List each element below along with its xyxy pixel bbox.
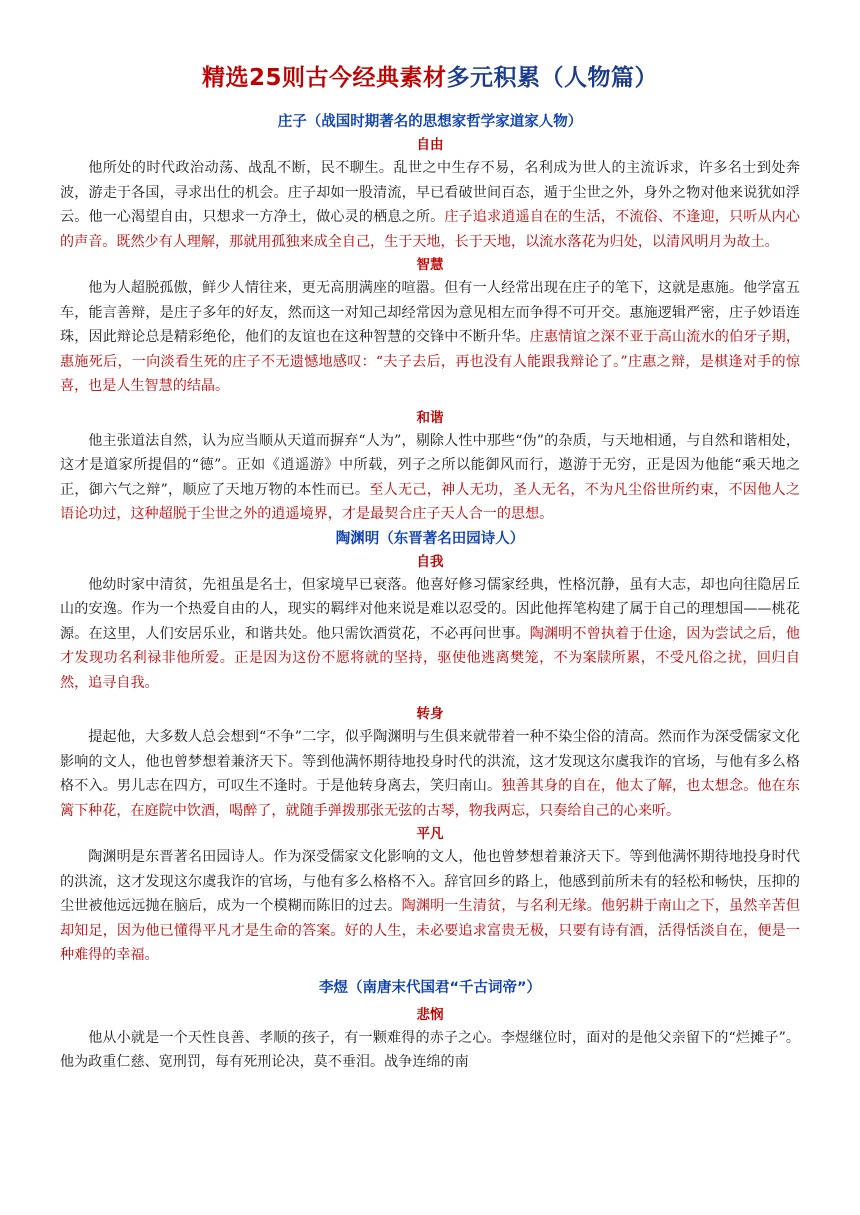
section-zhuangzi	[60, 110, 800, 527]
paragraph-highlight: 陶渊明不曾执着于仕途，因为尝试之后，他才发现功名利禄非他所爱。正是因为这份不愿将就的坚持，驱使他逃离樊笼，不为案牍所累，不受凡俗之扰，回归自然，追寻自我。	[60, 625, 800, 691]
title-part-2: 多元积累（人物篇）	[446, 65, 658, 91]
paragraph-highlight: 庄子追求逍遥自在的生活，不流俗、不逢迎，只听从内心的声音。既然少有人理解，那就用孤独来成全自己，生于天地，长于天地，以流水落花为归处，以清风明月为故土。	[60, 209, 801, 250]
paragraph-highlight: 独善其身的自在，他太了解，也太想念。他在东篱下种花，在庭院中饮酒，喝醉了，就随手弹拨那张无弦的古琴，物我两忘，只奏给自己的心来听。	[60, 778, 800, 819]
theme-heading: 智慧	[416, 257, 444, 273]
paragraph-text: 他幼时家中清贫，先祖虽是名士，但家境早已衰落。他喜好修习儒家经典，性格沉静，虽有大志，却也向往隐居丘山的安逸。作为一个热爱自由的人，现实的羁绊对他来说是难以忍受的。因此他挥笔构建了属于自己的理想国——桃花源。在这里，人们安居乐业，和谐共处。他只需饮酒赏花，不必再问世事。	[60, 576, 800, 642]
document-page	[60, 58, 800, 1075]
title-part-1: 精选25则古今经典素材	[201, 65, 447, 91]
page-title	[60, 58, 800, 98]
paragraph	[60, 573, 800, 696]
section-li-yu	[60, 968, 800, 1075]
person-heading: 陶渊明（东晋著名田园诗人）	[335, 530, 525, 547]
paragraph-highlight: 至人无己，神人无功，圣人无名，不为凡尘俗世所约束，不因他人之语论功过，这种超脱于尘世之外的逍遥境界，才是最契合庄子天人合一的思想。	[60, 481, 800, 522]
paragraph-text: 陶渊明是东晋著名田园诗人。作为深受儒家文化影响的文人，他也曾梦想着兼济天下。等到他满怀期待地投身时代的洪流，这才发现这尔虞我诈的官场，与他有多么格格不入。辞官回乡的路上，他感到前所未有的轻松和畅快，压抑的尘世被他远远抛在脑后，成为一个模糊而陈旧的过去。	[60, 849, 800, 914]
theme-heading: 自我	[416, 553, 444, 570]
theme-heading: 平凡	[416, 826, 444, 842]
paragraph-text: 他所处的时代政治动荡、战乱不断，民不聊生。乱世之中生存不易，名利成为世人的主流诉求，许多名士到处奔波，游走于各国，寻求出仕的机会。庄子却如一股清流，早已看破世间百态，遁于尘世之外，身外之物对他来说犹如浮云。他一心渴望自由，只想求一方净土，做心灵的栖息之所。	[60, 160, 800, 225]
theme-heading: 转身	[416, 706, 444, 722]
section-tao-yuanming	[60, 527, 800, 968]
theme-heading: 自由	[416, 137, 444, 153]
theme-heading: 悲悯	[416, 1006, 444, 1023]
paragraph	[60, 429, 800, 527]
paragraph-text: 他为人超脱孤傲，鲜少人情往来，更无高朋满座的喧嚣。但有一人经常出现在庄子的笔下，这就是惠施。他学富五车，能言善辩，是庄子多年的好友，然而这一对知己却经常因为意见相左而争得不可开交。惠施逻辑严密，庄子妙语连珠，因此辩论总是精彩绝伦，他们的友谊也在这种智慧的交锋中不断升华。	[60, 280, 800, 345]
paragraph	[60, 156, 800, 254]
paragraph	[60, 276, 800, 399]
paragraph-highlight: 陶渊明一生清贫，与名利无缘。他躬耕于南山之下，虽然辛苦但却知足，因为他已懂得平凡才是生命的答案。好的人生，未必要追求富贵无极，只要有诗有酒，活得恬淡自在，便是一种难得的幸福。	[60, 898, 801, 963]
paragraph	[60, 1026, 800, 1075]
paragraph-text: 他从小就是一个天性良善、孝顺的孩子，有一颗难得的赤子之心。李煜继位时，面对的是他父亲留下的“烂摊子”。他为政重仁慈、宽刑罚，每有死刑论决，莫不垂泪。战争连绵的南	[60, 1029, 800, 1070]
paragraph-highlight: 庄惠情谊之深不亚于高山流水的伯牙子期，惠施死后，一向淡看生死的庄子不无遗憾地感叹：“夫子去后，再也没有人能跟我辩论了。”庄惠之辩，是棋逢对手的惊喜，也是人生智慧的结晶。	[60, 329, 800, 394]
person-heading: 李煜（南唐末代国君“千古词帝”）	[318, 979, 542, 996]
paragraph	[60, 725, 800, 823]
paragraph	[60, 845, 800, 968]
theme-heading: 和谐	[416, 409, 444, 426]
person-heading: 庄子（战国时期著名的思想家哲学家道家人物）	[277, 114, 583, 130]
paragraph-text: 他主张道法自然，认为应当顺从天道而摒弃“人为”，剔除人性中那些“伪”的杂质，与天地相通，与自然和谐相处，这才是道家所提倡的“德”。正如《逍遥游》中所载，列子之所以能御风而行，遨游于无穷，正是因为他能“乘天地之正，御六气之辩”，顺应了天地万物的本性而已。	[60, 432, 800, 498]
paragraph-text: 提起他，大多数人总会想到“不争”二字，似乎陶渊明与生俱来就带着一种不染尘俗的清高。然而作为深受儒家文化影响的文人，他也曾梦想着兼济天下。等到他满怀期待地投身时代的洪流，这才发现这尔虞我诈的官场，与他有多么格格不入。男儿志在四方，可叹生不逢时。于是他转身离去，笑归南山。	[60, 729, 800, 794]
